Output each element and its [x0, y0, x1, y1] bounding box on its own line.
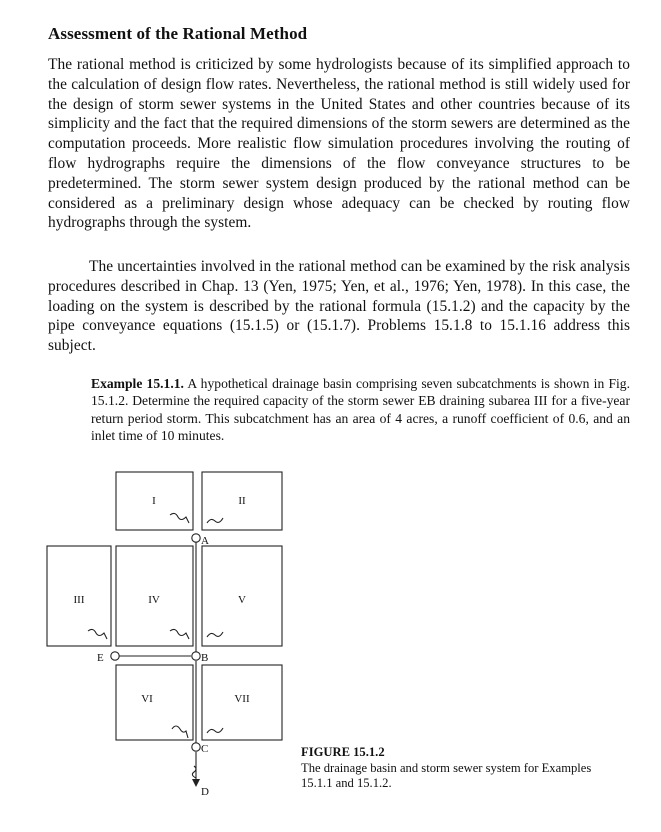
node-label-a: A	[201, 535, 209, 547]
manhole-b	[192, 652, 200, 660]
inlet-iii	[88, 629, 107, 639]
paragraph-1: The rational method is criticized by some hydrologists because of its simplified approach to the calculation of design flow rates. Nevertheless, the rational method is still widely used for the design of storm sewer systems in the United States and other countries because of its simplicity and the fact that the required dimensions of the storm sewers are determined as the computation proceeds. More realistic flow simulation procedures involving the routing of flow hydrographs require the dimensions of the flow conveyance structures to be predetermined. The storm sewer system design produced by the rational method can be considered as a preliminary design whose adequacy can be checked by routing flow hydrographs through the system.	[48, 56, 630, 232]
figure-caption	[301, 745, 601, 792]
subarea-label-vii: VII	[234, 693, 250, 705]
outlet-arrow	[192, 779, 200, 787]
subarea-label-iv: IV	[148, 594, 160, 606]
subarea-label-vi: VI	[141, 693, 153, 705]
subarea-label-v: V	[238, 594, 246, 606]
manhole-a	[192, 534, 200, 542]
inlet-i	[170, 513, 189, 523]
inlet-ii	[207, 518, 223, 523]
node-label-d: D	[201, 786, 209, 798]
subarea-label-i: I	[152, 495, 156, 507]
figure-caption-text: The drainage basin and storm sewer system for Examples 15.1.1 and 15.1.2.	[301, 760, 592, 791]
section-heading: Assessment of the Rational Method	[48, 24, 308, 43]
example-text: A hypothetical drainage basin comprising seven subcatchments is shown in Fig. 15.1.2. Determine the required capacity of the storm sewer EB draining subarea III for a five-year return period storm. This subcatchment has an area of 4 acres, a runoff coefficient of 0.6, and an inlet time of 10 minutes.	[91, 376, 630, 444]
subarea-label-iii: III	[73, 594, 85, 606]
example-label: Example 15.1.1.	[91, 376, 184, 391]
inlet-vi	[172, 726, 188, 738]
inlet-v	[207, 632, 223, 637]
subarea-box-vi	[116, 665, 193, 740]
node-label-e: E	[97, 652, 104, 664]
manhole-e	[111, 652, 119, 660]
subarea-label-ii: II	[238, 495, 246, 507]
inlet-vii	[207, 728, 223, 733]
paragraph-2: The uncertainties involved in the rational method can be examined by the risk analysis procedures described in Chap. 13 (Yen, 1975; Yen, et al., 1976; Yen, 1978). In this case, the loading on the system is described by the rational formula (15.1.2) and the capacity by the pipe conveyance equations (15.1.5) or (15.1.7). Problems 15.1.8 to 15.1.16 address this subject.	[48, 258, 630, 355]
inlet-iv	[170, 629, 189, 639]
node-label-b: B	[201, 652, 209, 664]
node-label-c: C	[201, 743, 209, 755]
figure-caption-title: FIGURE 15.1.2	[301, 745, 385, 759]
manhole-c	[192, 743, 200, 751]
